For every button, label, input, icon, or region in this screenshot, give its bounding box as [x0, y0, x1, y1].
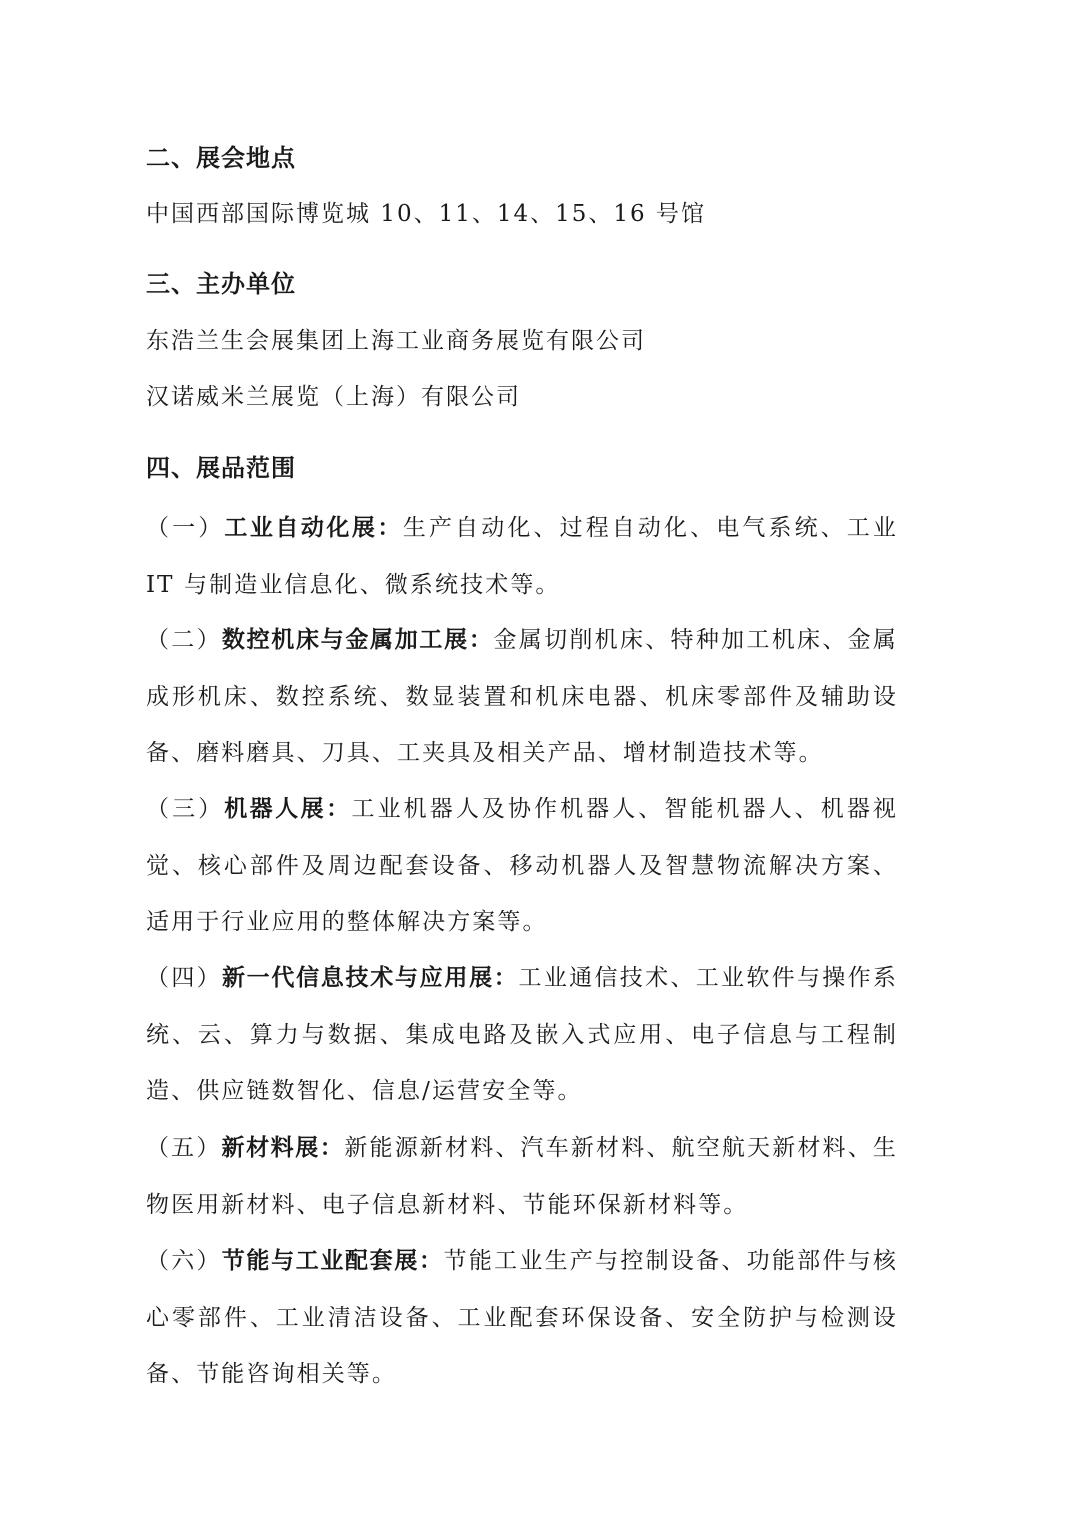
scope-item-title: 机器人展： — [224, 796, 352, 822]
scope-item-title: 新材料展： — [221, 1135, 345, 1161]
organizer-line: 汉诺威米兰展览（上海）有限公司 — [146, 384, 521, 410]
scope-item-3 — [146, 781, 898, 951]
scope-item-index: （三） — [146, 796, 225, 822]
scope-item-body: 节能工业生产与控制设备、功能部件与核心零部件、工业清洁设备、工业配套环保设备、安全防护与检测设备、节能咨询相关等。 — [146, 1248, 898, 1387]
scope-item-index: （二） — [146, 627, 222, 653]
scope-item-index: （四） — [146, 965, 222, 991]
scope-item-title: 节能与工业配套展： — [221, 1248, 444, 1274]
location-text: 中国西部国际博览城 10、11、14、15、16 号馆 — [146, 201, 706, 227]
scope-item-title: 数控机床与金属加工展： — [221, 627, 494, 653]
scope-item-index: （一） — [146, 515, 225, 541]
section-heading-scope: 四、展品范围 — [146, 454, 296, 482]
scope-item-index: （五） — [146, 1135, 222, 1161]
scope-item-body: 工业通信技术、工业软件与操作系统、云、算力与数据、集成电路及嵌入式应用、电子信息与工程制造、供应链数智化、信息/运营安全等。 — [146, 965, 899, 1104]
organizer-line: 东浩兰生会展集团上海工业商务展览有限公司 — [146, 328, 646, 354]
section-heading-location: 二、展会地点 — [146, 144, 296, 172]
scope-item-body: 生产自动化、过程自动化、电气系统、工业 IT 与制造业信息化、微系统技术等。 — [146, 515, 899, 598]
scope-item-index: （六） — [146, 1248, 222, 1274]
scope-item-title: 新一代信息技术与应用展： — [221, 965, 519, 991]
scope-item-body: 新能源新材料、汽车新材料、航空航天新材料、生物医用新材料、电子信息新材料、节能环保新材料等。 — [146, 1135, 898, 1218]
scope-item-body: 金属切削机床、特种加工机床、金属成形机床、数控系统、数显装置和机床电器、机床零部件及辅助设备、磨料磨具、刀具、工夹具及相关产品、增材制造技术等。 — [146, 627, 899, 766]
section-heading-organizers: 三、主办单位 — [146, 270, 296, 298]
scope-item-6 — [146, 1233, 898, 1403]
scope-item-4 — [146, 950, 898, 1120]
scope-item-2 — [146, 612, 898, 782]
scope-item-5 — [146, 1120, 898, 1233]
scope-item-1 — [146, 500, 898, 613]
scope-item-body: 工业机器人及协作机器人、智能机器人、机器视觉、核心部件及周边配套设备、移动机器人及智慧物流解决方案、适用于行业应用的整体解决方案等。 — [146, 796, 898, 935]
scope-item-title: 工业自动化展： — [224, 515, 403, 541]
